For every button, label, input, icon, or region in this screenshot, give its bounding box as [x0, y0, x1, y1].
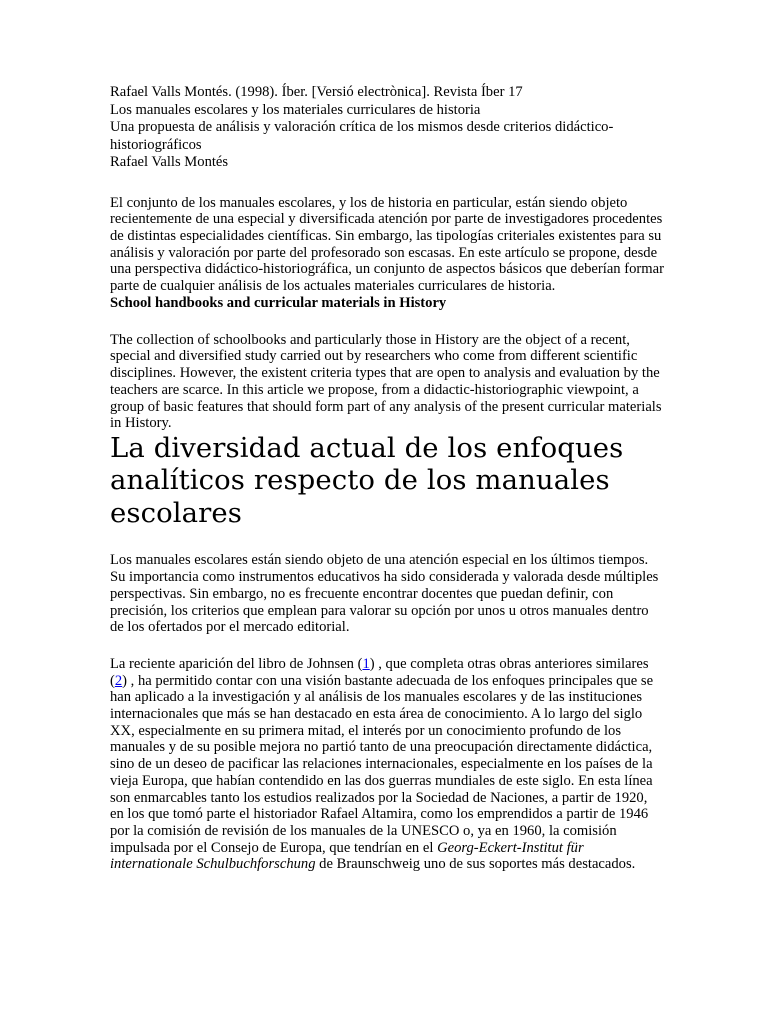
citation-line: Rafael Valls Montés. (1998). Íber. [Versió electrònica]. Revista Íber 17	[110, 84, 523, 100]
body-paragraph-1: Los manuales escolares están siendo objeto de una atención especial en los últimos tiempos. Su importancia como instrumentos educativos ha sido considerada y valorada desde múltiples perspectivas. Sin embargo, no es frecuente encontrar docentes que puedan definir, con precisión, los criterios que emplean para valorar su opción por unos u otros manuales dentro de los ofertados por el mercado editorial.	[110, 552, 659, 636]
section-heading: La diversidad actual de los enfoques analíticos respecto de los manuales escolares	[110, 431, 624, 529]
p2-text-a: La reciente aparición del libro de Johnsen (	[110, 655, 363, 672]
footnote-link-2[interactable]: 2	[114, 672, 123, 689]
institute-name: Georg-Eckert-Institut für internationale Schulbuchforschung	[110, 839, 584, 873]
article-title: Los manuales escolares y los materiales curriculares de historia	[110, 101, 481, 118]
article-subtitle: Una propuesta de análisis y valoración crítica de los mismos desde criterios didáctico-historiográficos	[110, 119, 614, 153]
article-header	[110, 84, 664, 172]
footnote-link-1[interactable]: 1	[362, 655, 370, 672]
abstract-english: The collection of schoolbooks and particularly those in History are the object of a recent, special and diversified study carried out by researchers who come from different scientific disciplines. However, the existent criteria types that are open to analysis and evaluation by the teachers are scarce. In this article we propose, from a didactic-historiographic viewpoint, a group of basic features that should form part of any analysis of the present curricular materials in History.	[110, 331, 662, 432]
p2-text-d: de Braunschweig uno de sus soportes más destacados.	[315, 856, 636, 873]
p2-text-c: ) , ha permitido contar con una visión bastante adecuada de los enfoques principales que se han aplicado a la investigación y al análisis de los manuales escolares y de las instituciones internacionales que más se han destacado en esta área de conocimiento. A lo largo del siglo XX, especialmente en su primera mitad, el interés por un conocimiento profundo de los manuales y de su posible mejora no partió tanto de una preocupación directamente didáctica, sino de un deseo de pacificar las relaciones internacionales, especialmente en los países de la vieja Europa, que habían contendido en las dos guerras mundiales de este siglo. En esta línea son enmarcables tanto los estudios realizados por la Sociedad de Naciones, a partir de 1920, en los que tomó parte el historiador Rafael Altamira, como los emprendidos a partir de 1946 por la comisión de revisión de los manuales de la UNESCO o, ya en 1960, la comisión impulsada por el Consejo de Europa, que tendrían en el	[110, 672, 654, 856]
article-author: Rafael Valls Montés	[110, 154, 229, 170]
p2-text-b: ) , que completa otras obras anteriores similares (	[110, 655, 649, 689]
abstract-spanish: El conjunto de los manuales escolares, y los de historia en particular, están siendo objeto recientemente de una especial y diversificada atención por parte de investigadores procedentes de distintas especialidades científicas. Sin embargo, las tipologías criteriales existentes para su análisis y valoración por parte del profesorado son escasas. En este artículo se propone, desde una perspectiva didáctico-historiográfica, un conjunto de aspectos básicos que deberían formar parte de cualquier análisis de los actuales materiales curriculares de historia.	[110, 194, 664, 295]
body-paragraph-2	[110, 656, 664, 873]
english-title: School handbooks and curricular materials in History	[110, 294, 447, 311]
